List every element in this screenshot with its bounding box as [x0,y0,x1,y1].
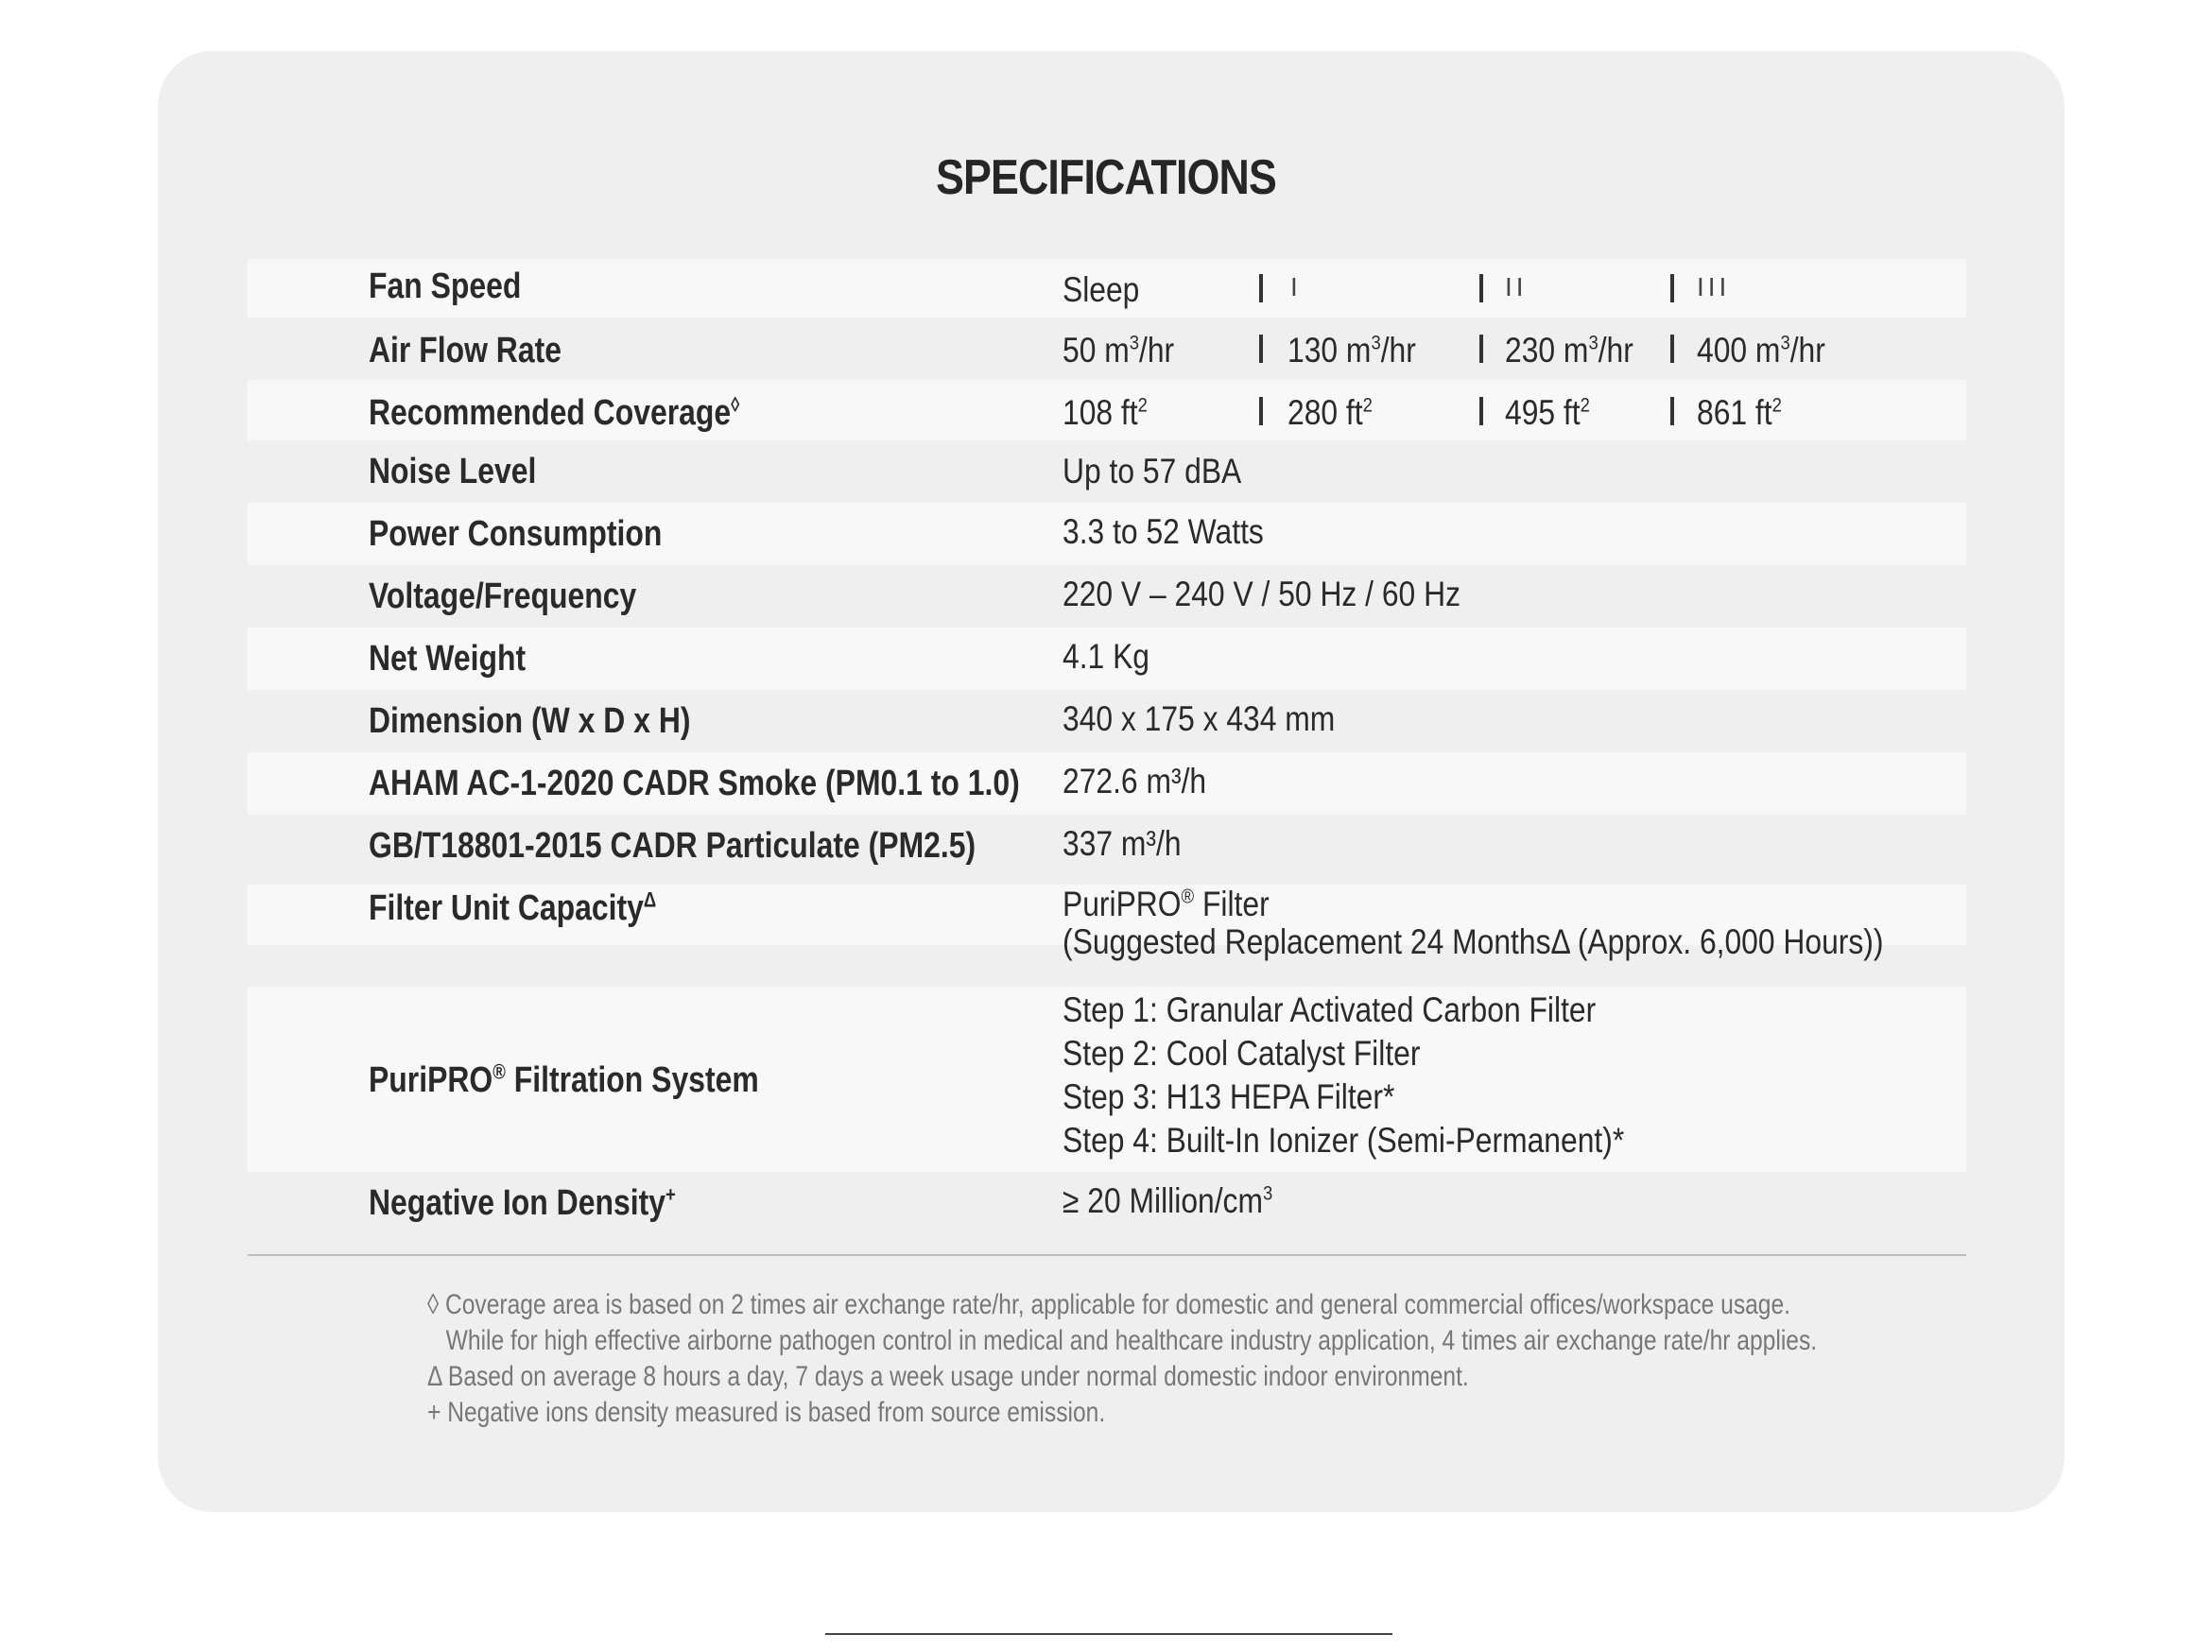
row-voltage-frequency [248,565,1966,628]
air-flow-speed-3: 400 $m^3/hr$ [1697,331,1825,370]
filter-capacity-line1: PuriPRO® Filter [1063,885,1270,923]
row-filter-capacity [248,877,1966,983]
filtration-step-4: Step 4: Built-In Ionizer (Semi-Permanent)* [1063,1121,1625,1160]
page-title: SPECIFICATIONS [936,150,1276,205]
filter-capacity-label: Filter Unit Capacity$^\Delta$ [369,887,657,928]
row-cadr-smoke [248,752,1966,815]
footnote-replacement: Δ Based on average 8 hours a day, 7 days a week usage under normal domestic indoor environment. [427,1361,1469,1392]
row-fan-speed [248,259,1966,318]
fan-speed-3: III [1697,272,1731,301]
column-separator [1670,397,1674,425]
row-cadr-particulate [248,815,1966,877]
filtration-step-3: Step 3: H13 HEPA Filter* [1063,1077,1395,1116]
column-separator [1670,335,1674,363]
fan-speed-2: II [1505,272,1528,301]
row-power-consumption [248,503,1966,565]
power-value: 3.3 to 52 Watts [1063,512,1264,551]
noise-label: Noise Level [369,452,537,491]
coverage-speed-2: 495 $ft^2$ [1505,393,1590,432]
coverage-sleep: 108 $ft^2$ [1063,393,1148,432]
cadr-particulate-label: GB/T18801-2015 CADR Particulate (PM2.5) [369,826,976,866]
column-separator [1479,274,1483,302]
column-separator [1259,335,1263,363]
row-recommended-coverage [248,380,1966,440]
row-air-flow-rate [248,318,1966,380]
column-separator [1479,335,1483,363]
footnote-coverage-continued: While for high effective airborne pathogen control in medical and healthcare industry application, 4 times air exchange rate/hr applies. [445,1325,1818,1356]
dimension-value: 340 x 175 x 434 mm [1063,699,1336,738]
air-flow-sleep: 50 $m^3/hr$ [1063,331,1175,370]
voltage-value: 220 V – 240 V / 50 Hz / 60 Hz [1063,575,1460,613]
coverage-speed-1: 280 $ft^2$ [1287,393,1373,432]
coverage-speed-3: 861 $ft^2$ [1697,393,1782,432]
air-flow-label: Air Flow Rate [369,331,562,370]
filter-capacity-line2: (Suggested Replacement 24 MonthsΔ (Approx. 6,000 Hours)) [1063,922,1884,961]
cadr-smoke-value: 272.6 m³/h [1063,762,1207,800]
ion-density-value: ≥ 20 Million/$cm^3$ [1063,1181,1273,1220]
row-filtration-system [248,987,1966,1172]
cadr-particulate-value: 337 m³/h [1063,824,1182,863]
cadr-smoke-label: AHAM AC-1-2020 CADR Smoke (PM0.1 to 1.0) [369,764,1020,803]
footnotes [427,1287,1817,1431]
fan-speed-1: I [1290,272,1302,301]
fan-speed-label: Fan Speed [369,267,522,306]
air-flow-speed-1: 130 $m^3/hr$ [1287,331,1416,370]
filtration-step-1: Step 1: Granular Activated Carbon Filter [1063,990,1597,1029]
column-separator [1479,397,1483,425]
footnote-ion-density: + Negative ions density measured is based from source emission. [427,1397,1106,1428]
row-dimension [248,690,1966,752]
page-bottom-divider [825,1633,1392,1635]
column-separator [1259,397,1263,425]
filtration-step-2: Step 2: Cool Catalyst Filter [1063,1034,1421,1073]
column-separator [1259,274,1263,302]
air-flow-speed-2: 230 $m^3/hr$ [1505,331,1633,370]
dimension-label: Dimension (W x D x H) [369,701,691,741]
row-noise-level [248,440,1966,503]
row-net-weight [248,628,1966,690]
footnote-coverage: ◊ Coverage area is based on 2 times air exchange rate/hr, applicable for domestic and general commercial offices/workspace usage. [427,1289,1791,1320]
row-negative-ion-density [248,1172,1966,1234]
column-separator [1670,274,1674,302]
power-label: Power Consumption [369,514,663,554]
weight-value: 4.1 Kg [1063,637,1150,676]
coverage-label: Recommended Coverage◊ [369,392,740,433]
filtration-label: PuriPRO® Filtration System [369,1059,759,1100]
ion-density-label: Negative Ion Density+ [369,1182,676,1223]
fan-speed-sleep: Sleep [1063,270,1140,309]
weight-label: Net Weight [369,639,527,679]
voltage-label: Voltage/Frequency [369,576,637,616]
noise-value: Up to 57 dBA [1063,452,1242,490]
table-divider [248,1254,1966,1256]
